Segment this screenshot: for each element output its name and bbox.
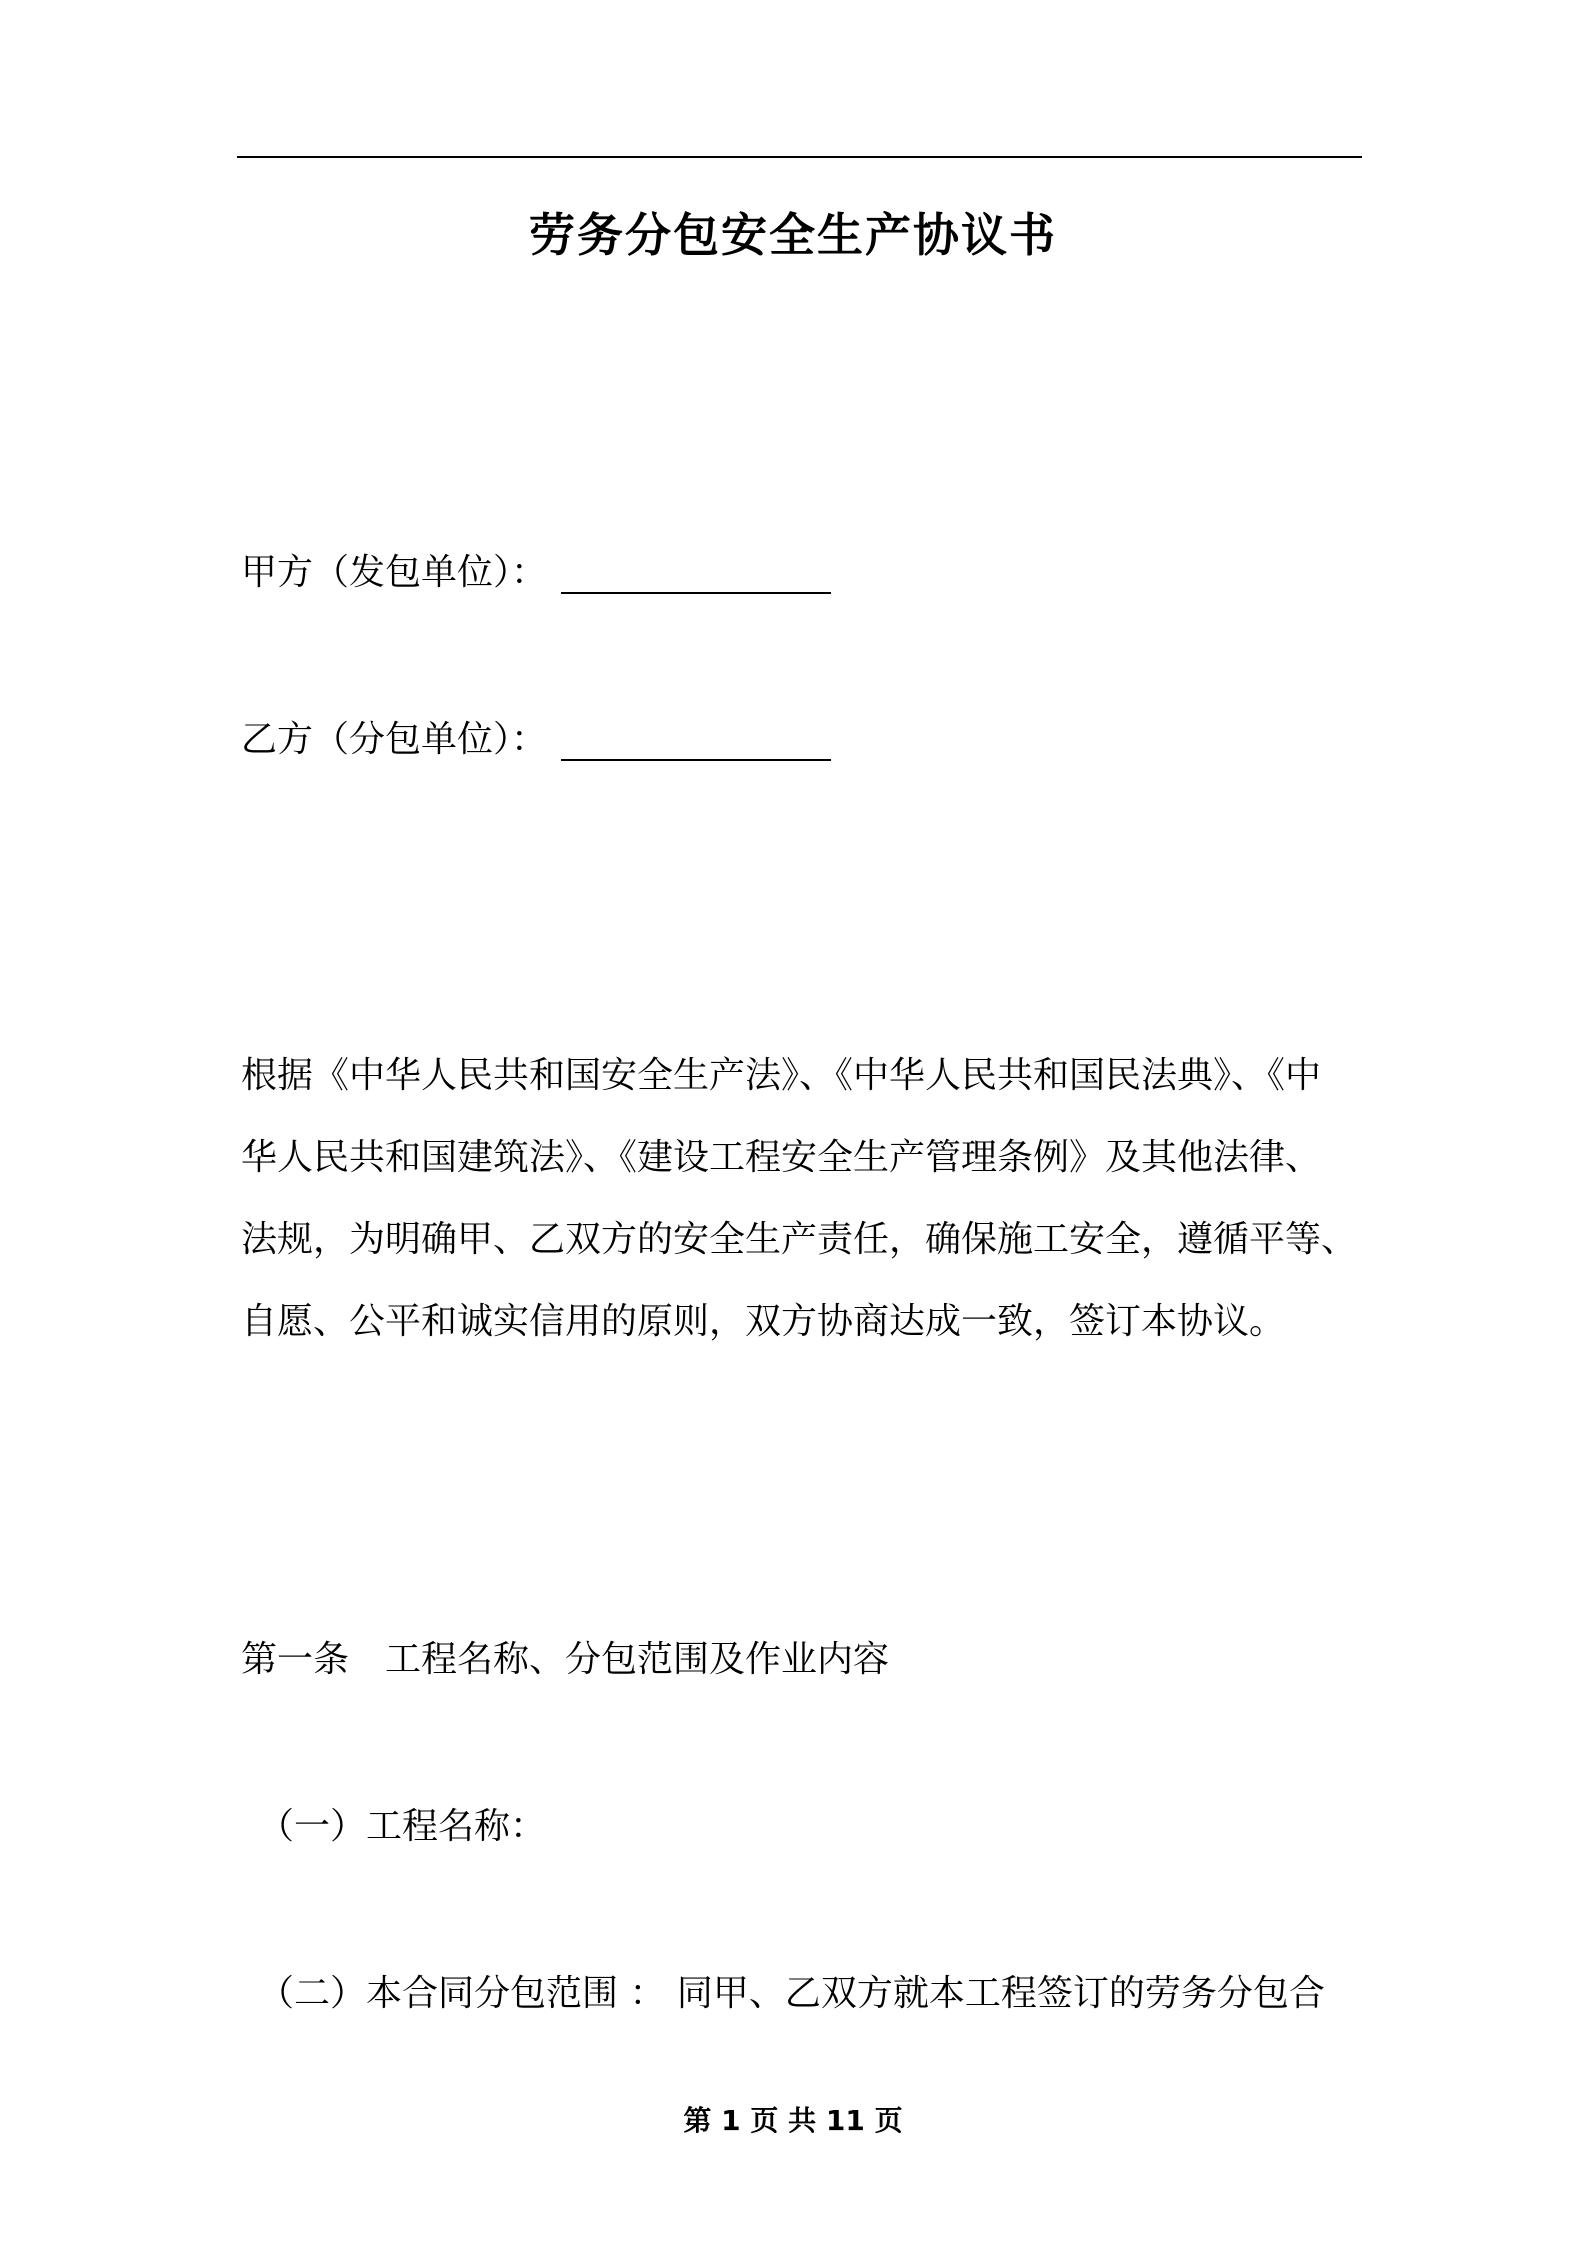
party-a-blank — [561, 552, 831, 594]
party-a-label: 甲方（发包单位）： — [241, 552, 548, 593]
article-1-heading — [241, 1632, 889, 1688]
party-b-line — [241, 712, 831, 768]
party-b-label: 乙方（分包单位）： — [241, 719, 548, 760]
item-project-name: （一）工程名称： — [258, 1806, 547, 1847]
page-indicator: 第 1 页 共 11 页 — [683, 2104, 903, 2137]
party-b-blank — [561, 719, 831, 761]
document-title: 劳务分包安全生产协议书 — [529, 208, 1057, 262]
article-1-number: 第一条 — [241, 1639, 350, 1680]
article-1-title: 工程名称、分包范围及作业内容 — [385, 1639, 890, 1680]
header-rule — [237, 156, 1362, 158]
preamble-paragraph — [241, 1035, 1361, 1363]
preamble-line: 自愿、公平和诚实信用的原则，双方协商达成一致，签订本协议。 — [241, 1301, 1286, 1342]
item-subcontract-scope: （二）本合同分包范围 ： 同甲、乙双方就本工程签订的劳务分包合 — [258, 1973, 1325, 2014]
party-a-line — [241, 545, 831, 601]
preamble-line: 法规，为明确甲、乙双方的安全生产责任，确保施工安全，遵循平等、 — [241, 1219, 1358, 1260]
preamble-line: 华人民共和国建筑法》、《建设工程安全生产管理条例》及其他法律、 — [241, 1137, 1322, 1178]
preamble-line: 根据《中华人民共和国安全生产法》、《中华人民共和国民法典》、《中 — [241, 1055, 1322, 1096]
